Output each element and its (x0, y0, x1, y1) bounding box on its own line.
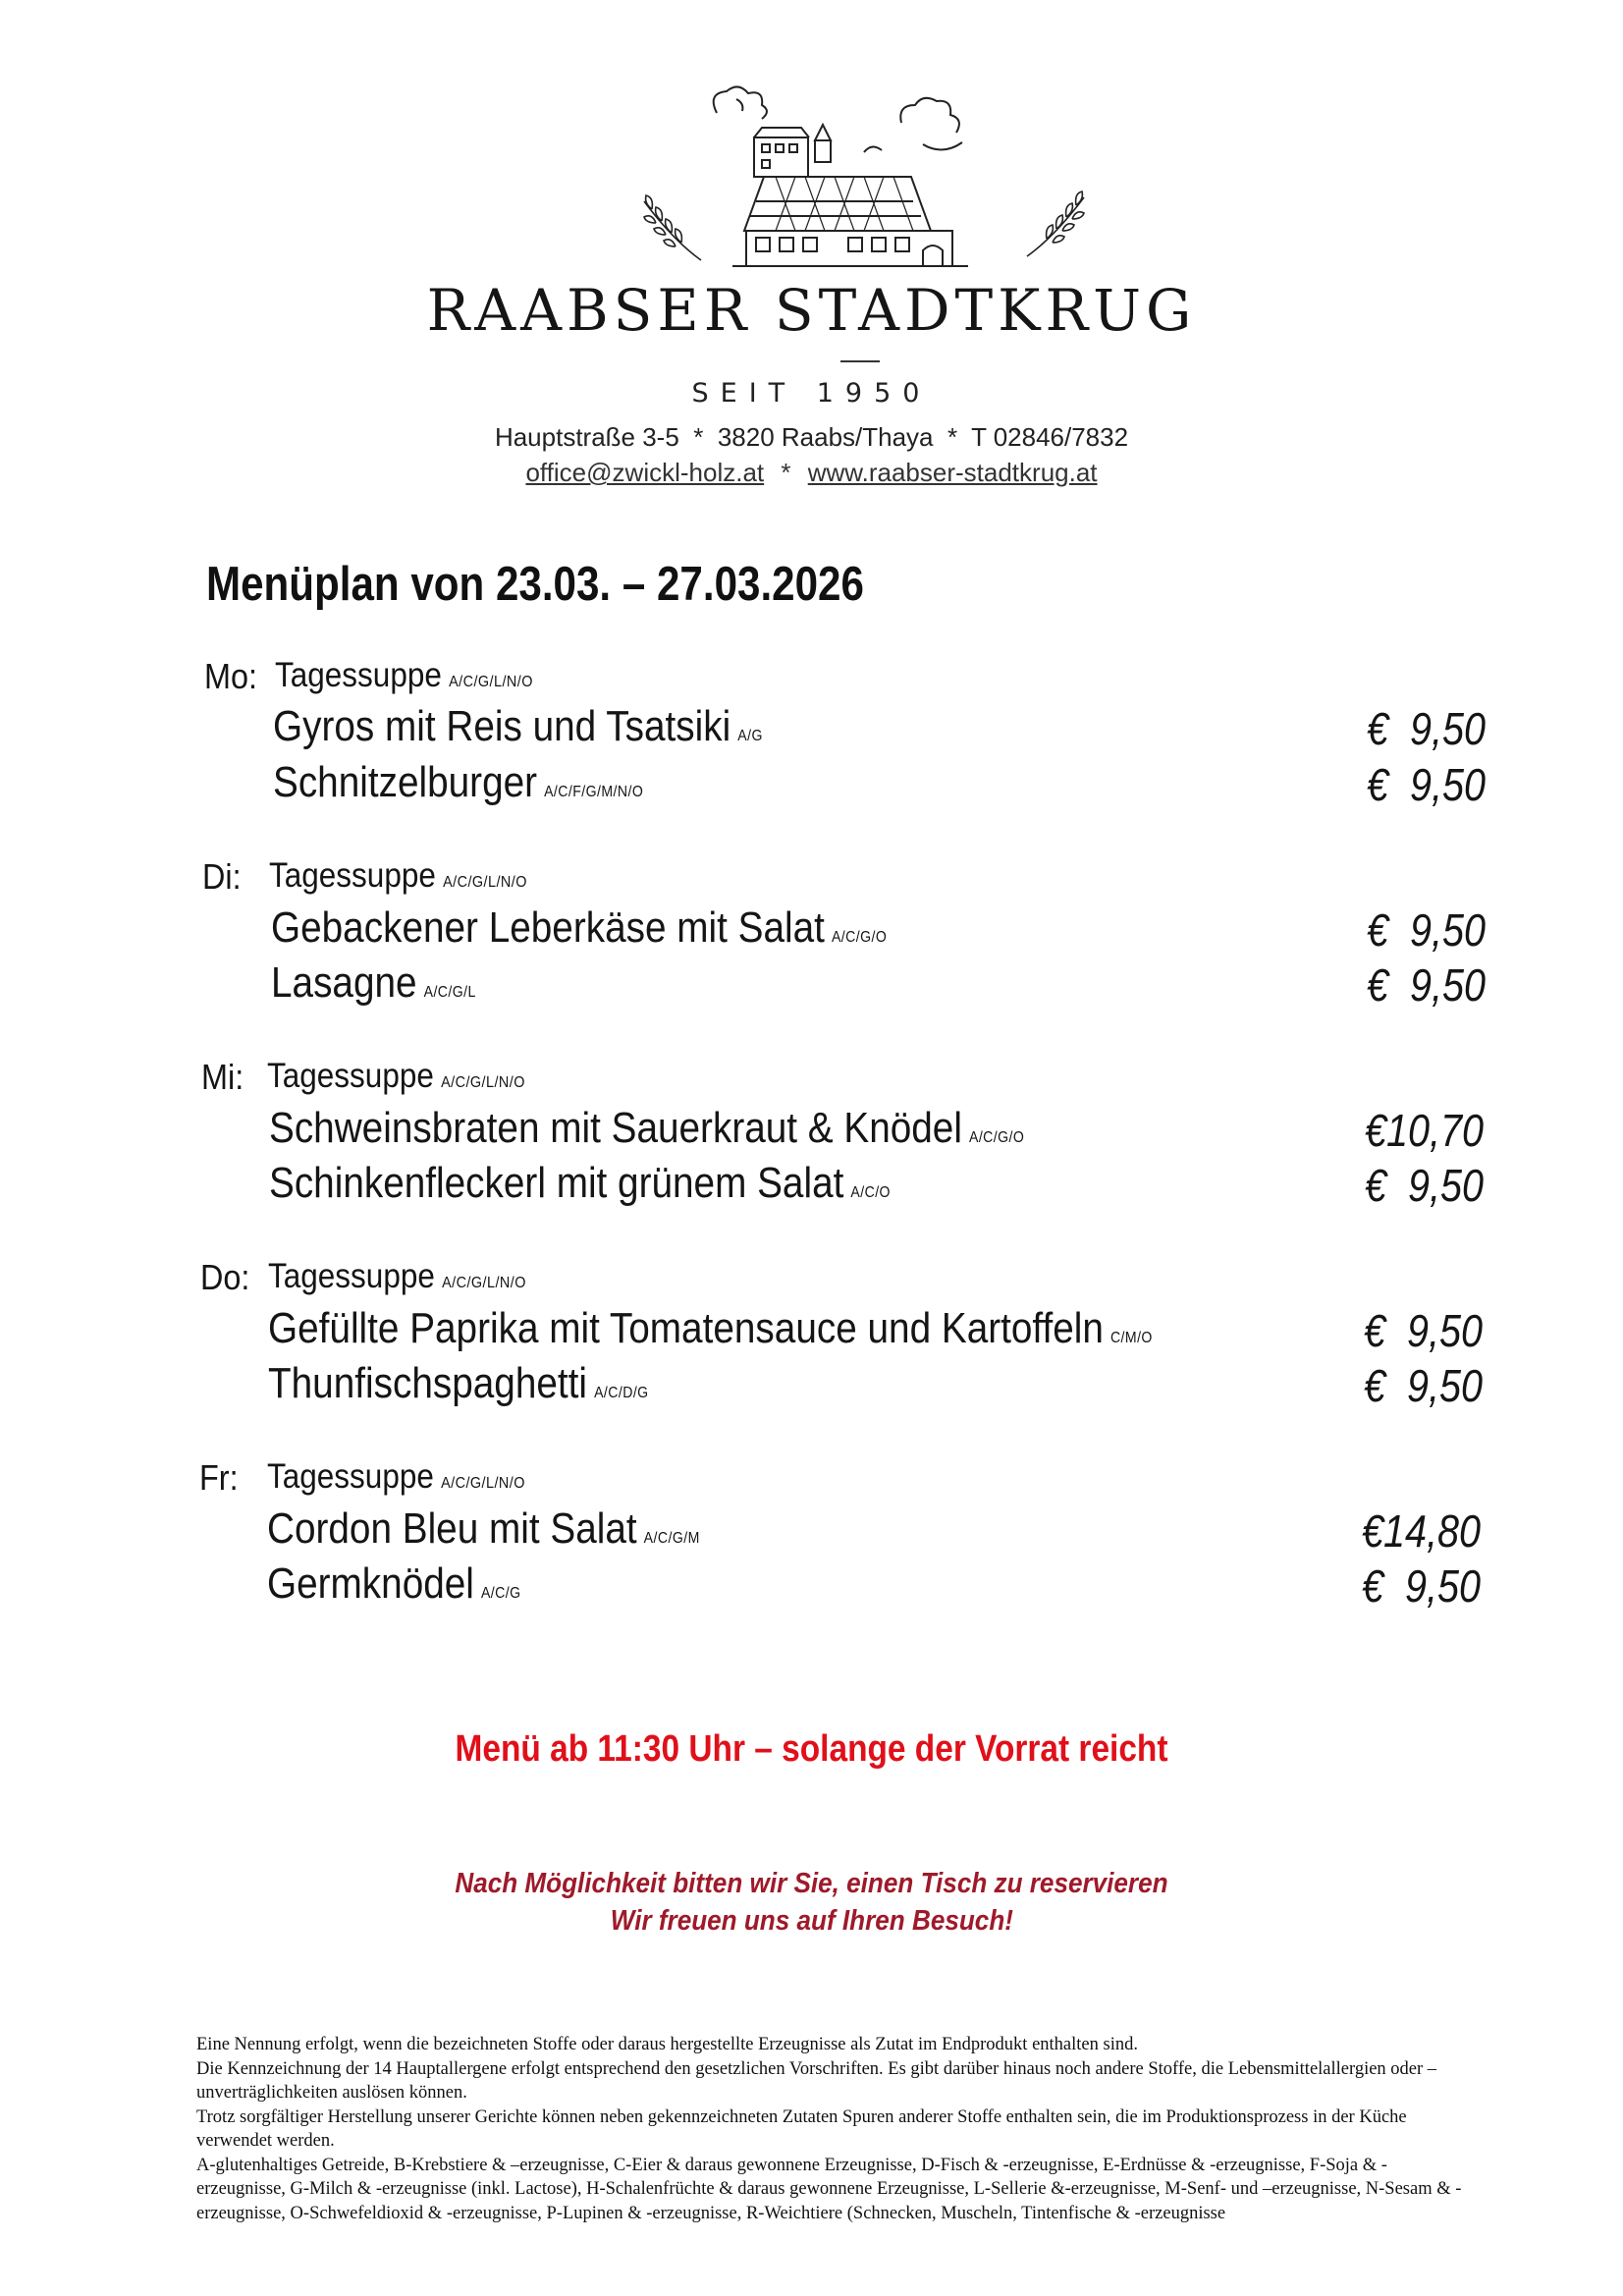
dish-price: € 9,50 (1362, 1560, 1481, 1612)
soup-allergens: A/C/G/L/N/O (441, 1475, 525, 1492)
contact-line (0, 458, 1623, 488)
reservation-notice (0, 1868, 1623, 1900)
dish-name: Gebackener Leberkäse mit Salat (271, 903, 825, 952)
dish-price: €14,80 (1362, 1505, 1482, 1557)
soup-item (269, 856, 527, 896)
dish-row (0, 903, 1623, 962)
dish-allergens: A/C/G/L (423, 984, 476, 1001)
dish-row (0, 958, 1623, 1017)
dish-row (0, 1504, 1623, 1563)
website-link[interactable]: www.raabser-stadtkrug.at (807, 458, 1098, 487)
restaurant-logo-illustration (638, 83, 1090, 270)
day-label: Di: (202, 856, 242, 897)
soup-name: Tagessuppe (268, 1257, 435, 1295)
dish-name: Schweinsbraten mit Sauerkraut & Knödel (269, 1104, 962, 1152)
dish-row (0, 1304, 1623, 1363)
dish-item (271, 903, 887, 953)
dish-allergens: A/C/G/O (831, 929, 888, 946)
soup-name: Tagessuppe (275, 656, 442, 694)
restaurant-name: RAABSER STADTKRUG (426, 277, 1197, 344)
contact-separator: * (781, 458, 791, 487)
soup-allergens: A/C/G/L/N/O (449, 674, 533, 690)
dish-item (273, 758, 643, 807)
dish-item (271, 958, 476, 1008)
dish-name: Cordon Bleu mit Salat (267, 1504, 637, 1553)
service-hours-notice (0, 1728, 1623, 1771)
dish-name: Gyros mit Reis und Tsatsiki (273, 702, 731, 750)
day-label: Fr: (199, 1457, 239, 1498)
dish-price: € 9,50 (1364, 1305, 1483, 1356)
day-label: Mi: (201, 1057, 244, 1097)
soup-allergens: A/C/G/L/N/O (442, 1275, 526, 1291)
footer-paragraph: Die Kennzeichnung der 14 Hauptallergene erfolgt entsprechend den gesetzlichen Vorschriften. Es gibt darüber hinaus noch andere Stoffe, die Lebensmittelallergien oder –unverträglichkeiten auslösen können. (196, 2058, 1437, 2103)
dish-allergens: A/C/G (480, 1585, 521, 1602)
address-line (0, 422, 1623, 453)
footer-paragraph: Eine Nennung erfolgt, wenn die bezeichneten Stoffe oder daraus hergestellte Erzeugnisse als Zutat im Endprodukt enthalten sind. (196, 2035, 1138, 2054)
dish-row (0, 1104, 1623, 1163)
dish-item (269, 1159, 891, 1208)
dish-item (268, 1359, 649, 1408)
dish-price: € 9,50 (1365, 1160, 1484, 1211)
soup-allergens: A/C/G/L/N/O (443, 874, 527, 891)
dish-row (0, 758, 1623, 817)
dish-item (268, 1304, 1153, 1353)
service-hours-text: Menü ab 11:30 Uhr – solange der Vorrat reicht (455, 1728, 1168, 1770)
dish-name: Schinkenfleckerl mit grünem Salat (269, 1159, 844, 1207)
dish-name: Thunfischspaghetti (268, 1359, 588, 1407)
brand-divider (840, 360, 880, 362)
dish-name: Gefüllte Paprika mit Tomatensauce und Kartoffeln (268, 1304, 1104, 1352)
soup-name: Tagessuppe (269, 856, 436, 895)
dish-price: € 9,50 (1367, 959, 1486, 1011)
dish-price: € 9,50 (1367, 759, 1486, 810)
dish-row (0, 702, 1623, 761)
email-link[interactable]: office@zwickl-holz.at (525, 458, 765, 487)
dish-item (273, 702, 763, 751)
dish-allergens: A/C/D/G (594, 1385, 649, 1401)
day-label: Mo: (204, 656, 258, 696)
welcome-text: Wir freuen uns auf Ihren Besuch! (610, 1905, 1013, 1937)
soup-item (267, 1457, 525, 1497)
reservation-text: Nach Möglichkeit bitten wir Sie, einen Tisch zu reservieren (455, 1868, 1168, 1899)
welcome-notice (0, 1905, 1623, 1938)
soup-item (268, 1257, 526, 1296)
dish-price: € 9,50 (1364, 1360, 1483, 1411)
dish-row (0, 1359, 1623, 1418)
dish-allergens: C/M/O (1109, 1330, 1153, 1346)
menu-title: Menüplan von 23.03. – 27.03.2026 (206, 558, 864, 611)
dish-name: Schnitzelburger (273, 758, 538, 806)
dish-item (267, 1504, 700, 1554)
dish-name: Germknödel (267, 1559, 474, 1608)
dish-allergens: A/C/O (850, 1184, 891, 1201)
allergen-footer (196, 2033, 1473, 2225)
dish-row (0, 1159, 1623, 1218)
soup-item (275, 656, 533, 695)
day-label: Do: (200, 1257, 250, 1297)
soup-allergens: A/C/G/L/N/O (441, 1074, 525, 1091)
soup-item (267, 1057, 525, 1096)
soup-name: Tagessuppe (267, 1457, 434, 1496)
soup-name: Tagessuppe (267, 1057, 434, 1095)
dish-row (0, 1559, 1623, 1618)
dish-allergens: A/C/G/M (643, 1530, 700, 1547)
address-text: Hauptstraße 3-5 * 3820 Raabs/Thaya * T 02846/7832 (494, 422, 1129, 452)
dish-item (269, 1104, 1024, 1153)
established-year: SEIT 1950 (691, 378, 932, 409)
dish-allergens: A/C/F/G/M/N/O (544, 784, 644, 800)
dish-price: €10,70 (1365, 1105, 1485, 1156)
dish-allergens: A/C/G/O (968, 1129, 1025, 1146)
dish-name: Lasagne (271, 958, 417, 1007)
dish-price: € 9,50 (1367, 904, 1486, 956)
dish-item (267, 1559, 520, 1609)
dish-price: € 9,50 (1367, 703, 1486, 754)
dish-allergens: A/G (737, 728, 763, 744)
footer-paragraph: A-glutenhaltiges Getreide, B-Krebstiere & –erzeugnisse, C-Eier & daraus gewonnene Erzeugnisse, D-Fisch & -erzeugnisse, E-Erdnüsse & -erzeugnisse, F-Soja & -erzeugnisse, G-Milch & -erzeugnisse (inkl. Lactose), H-Schalenfrüchte & daraus gewonnene Erzeugnisse, L-Sellerie &-erzeugnisse, M-Senf- und –erzeugnisse, N-Sesam & -erzeugnisse, O-Schwefeldioxid & -erzeugnisse, P-Lupinen & -erzeugnisse, R-Weichtiere (Schnecken, Muscheln, Tintenfische & -erzeugnisse (196, 2155, 1462, 2223)
footer-paragraph: Trotz sorgfältiger Herstellung unserer Gerichte können neben gekennzeichneten Zutaten Spuren anderer Stoffe enthalten sein, die im Produktionsprozess in der Küche verwendet werden. (196, 2106, 1407, 2151)
